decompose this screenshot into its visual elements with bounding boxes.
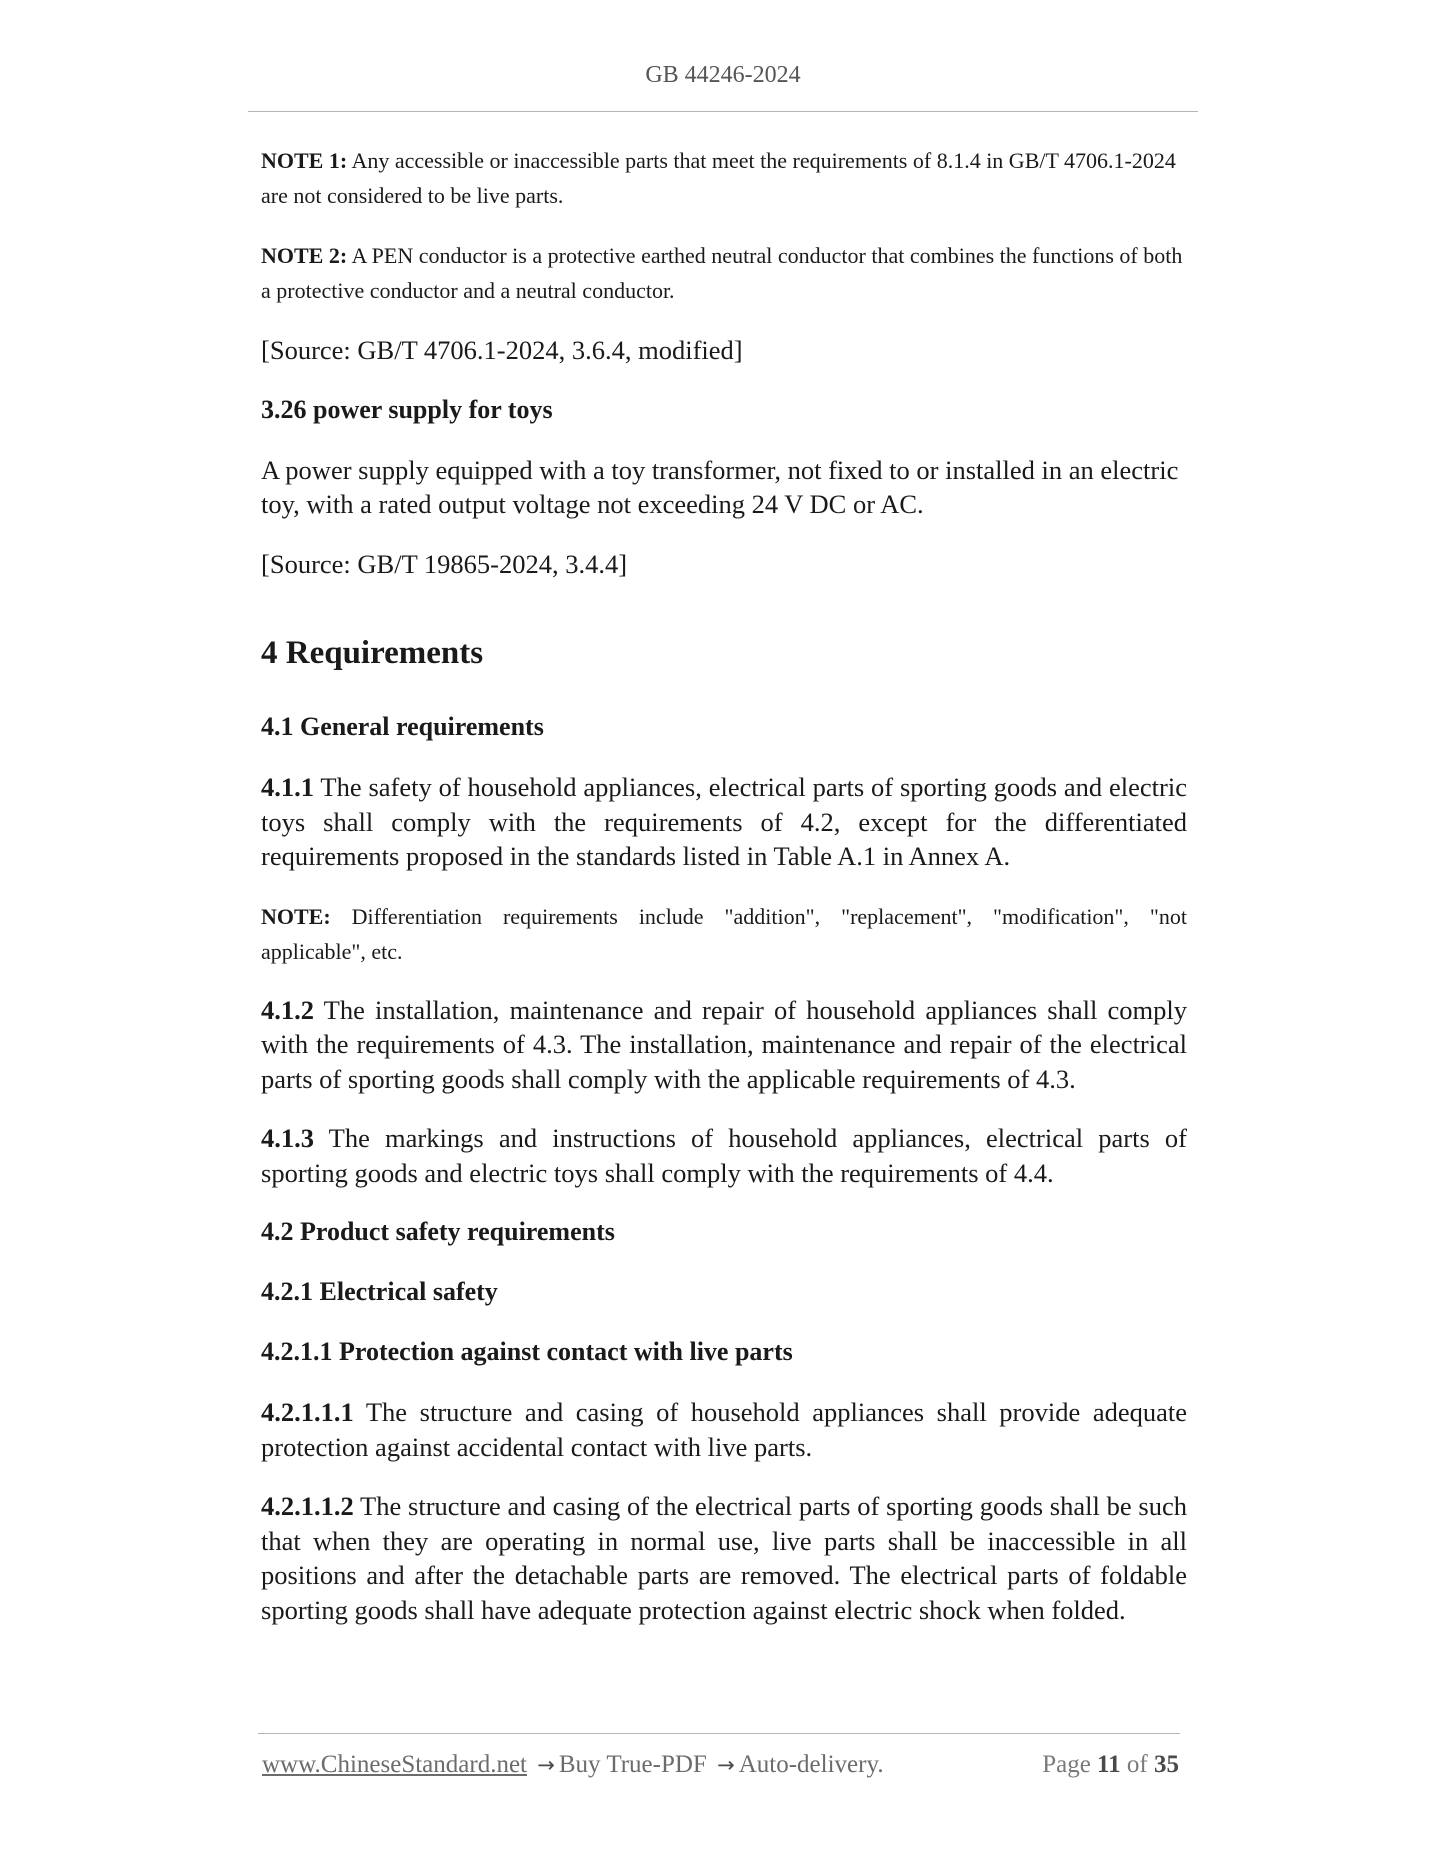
heading-4-2-1: 4.2.1 Electrical safety [261,1277,498,1306]
heading-3-26: 3.26 power supply for toys [261,394,553,424]
document-body [261,143,1187,1652]
arrow-right-icon: → [537,1753,555,1777]
arrow-right-icon: → [717,1753,735,1777]
clause-4-1-3 [261,1121,1187,1190]
chapter-4-title: 4 Requirements [261,635,484,671]
clause-4-1-3-number: 4.1.3 [261,1123,314,1153]
footer-delivery-text: Auto-delivery. [738,1751,884,1778]
note-4-1 [261,899,1187,969]
heading-4-1: 4.1 General requirements [261,712,544,741]
clause-4-2-1-1-1-text: The structure and casing of household appliances shall provide adequate protection against accidental contact with live parts. [261,1397,1187,1462]
source-reference-1: [Source: GB/T 4706.1-2024, 3.6.4, modified] [261,335,743,365]
clause-4-1-1-text: The safety of household appliances, electrical parts of sporting goods and electric toys shall comply with the requirements of 4.2, except for the differentiated requirements proposed in the standards listed in Table A.1 in Annex A. [261,772,1187,871]
clause-4-1-3-text: The markings and instructions of household appliances, electrical parts of sporting goods and electric toys shall comply with the requirements of 4.4. [261,1123,1187,1188]
note-2-text: A PEN conductor is a protective earthed neutral conductor that combines the functions of both a protective conductor and a neutral conductor. [261,243,1183,303]
note-4-1-text: Differentiation requirements include "addition", "replacement", "modification", "not applicable", etc. [261,903,1187,964]
clause-4-1-2-number: 4.1.2 [261,994,314,1025]
note-1 [261,143,1187,213]
of-label: of [1126,1751,1148,1778]
page-label: Page [1042,1751,1091,1778]
note-2 [261,238,1187,308]
page-current: 11 [1097,1751,1121,1778]
heading-4-2: 4.2 Product safety requirements [261,1217,615,1246]
note-1-label: NOTE 1: [261,148,348,173]
footer-promo [262,1751,884,1779]
header-divider [248,111,1198,112]
page-total: 35 [1154,1751,1179,1778]
page-indicator [1042,1751,1179,1779]
website-link[interactable]: www.ChineseStandard.net [262,1751,527,1778]
definition-3-26: A power supply equipped with a toy transformer, not fixed to or installed in an electric toy, with a rated output voltage not exceeding 24 V DC or AC. [261,454,1179,519]
source-reference-2: [Source: GB/T 19865-2024, 3.4.4] [261,548,628,579]
note-1-text: Any accessible or inaccessible parts that meet the requirements of 8.1.4 in GB/T 4706.1-2024 are not considered to be live parts. [261,148,1176,208]
clause-4-2-1-1-2 [261,1489,1187,1627]
clause-4-2-1-1-2-text: The structure and casing of the electrical parts of sporting goods shall be such that when they are operating in normal use, live parts shall be inaccessible in all positions and after the detachable parts are removed. The electrical parts of foldable sporting goods shall have adequate protection against electric shock when folded. [261,1491,1187,1625]
clause-4-2-1-1-2-number: 4.2.1.1.2 [261,1491,354,1521]
note-2-label: NOTE 2: [261,243,348,268]
clause-4-1-2-text: The installation, maintenance and repair of household appliances shall comply with the requirements of 4.3. The installation, maintenance and repair of the electrical parts of sporting goods shall comply with the applicable requirements of 4.3. [261,994,1187,1094]
heading-4-2-1-1: 4.2.1.1 Protection against contact with live parts [261,1337,793,1366]
clause-4-1-2 [261,993,1187,1097]
footer-buy-text: Buy True-PDF [558,1751,707,1778]
clause-4-1-1-number: 4.1.1 [261,772,314,802]
clause-4-2-1-1-1-number: 4.2.1.1.1 [261,1397,354,1427]
page-header-title: GB 44246-2024 [645,62,801,88]
note-4-1-label: NOTE: [261,903,331,929]
clause-4-1-1 [261,770,1187,874]
footer-divider [258,1733,1180,1734]
clause-4-2-1-1-1 [261,1395,1187,1464]
